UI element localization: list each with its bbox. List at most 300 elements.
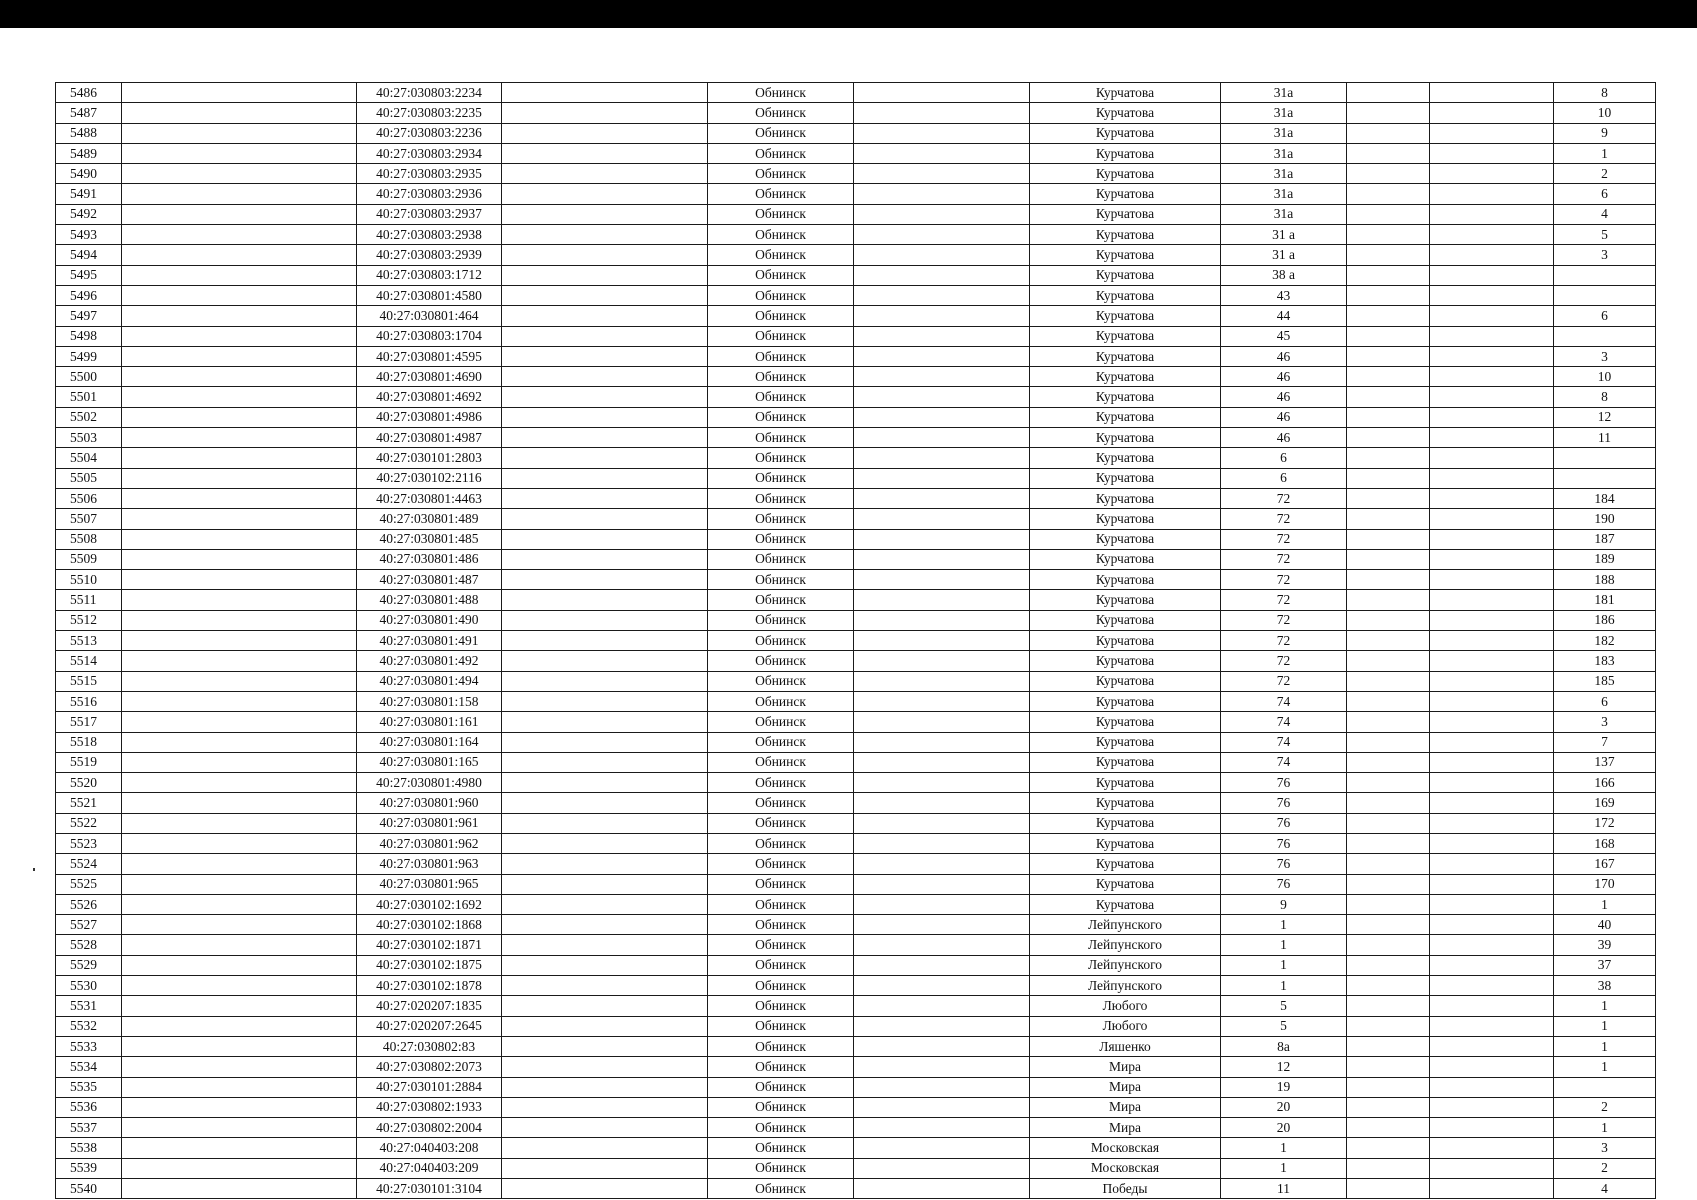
table-row [56, 387, 1656, 407]
cell-apartment-number: 8 [1554, 387, 1656, 407]
cell-street: Курчатова [1030, 773, 1221, 793]
cell-blank-col-5 [1430, 631, 1554, 651]
cell-city: Обнинск [708, 184, 854, 204]
cell-record-number: 5531 [56, 996, 122, 1016]
cell-blank-col-1 [122, 83, 357, 103]
table-row [56, 285, 1656, 305]
cell-street: Мира [1030, 1057, 1221, 1077]
cell-blank-col-5 [1430, 306, 1554, 326]
cell-blank-col-1 [122, 894, 357, 914]
cell-blank-col-3 [854, 529, 1030, 549]
cell-blank-col-2 [502, 813, 708, 833]
cell-blank-col-2 [502, 976, 708, 996]
cell-cadastral-number: 40:27:030803:2234 [357, 83, 502, 103]
cell-record-number: 5507 [56, 509, 122, 529]
cell-blank-col-5 [1430, 935, 1554, 955]
cell-apartment-number: 190 [1554, 509, 1656, 529]
cell-blank-col-4 [1347, 691, 1430, 711]
cell-apartment-number: 10 [1554, 103, 1656, 123]
cell-cadastral-number: 40:27:040403:209 [357, 1158, 502, 1178]
cell-street: Курчатова [1030, 590, 1221, 610]
cell-city: Обнинск [708, 1179, 854, 1199]
cell-blank-col-3 [854, 955, 1030, 975]
cell-cadastral-number: 40:27:030801:487 [357, 570, 502, 590]
cell-city: Обнинск [708, 1057, 854, 1077]
cell-house-number: 5 [1221, 1016, 1347, 1036]
cell-blank-col-1 [122, 488, 357, 508]
cell-apartment-number: 187 [1554, 529, 1656, 549]
cell-city: Обнинск [708, 1158, 854, 1178]
cell-record-number: 5509 [56, 549, 122, 569]
cell-street: Курчатова [1030, 793, 1221, 813]
cell-house-number: 72 [1221, 509, 1347, 529]
cell-cadastral-number: 40:27:030102:1871 [357, 935, 502, 955]
cell-apartment-number: 8 [1554, 83, 1656, 103]
cell-blank-col-1 [122, 915, 357, 935]
cell-blank-col-2 [502, 488, 708, 508]
table-row [56, 1118, 1656, 1138]
cell-blank-col-5 [1430, 1118, 1554, 1138]
cell-blank-col-4 [1347, 225, 1430, 245]
table-row [56, 732, 1656, 752]
table-row [56, 225, 1656, 245]
cell-blank-col-3 [854, 346, 1030, 366]
cell-blank-col-2 [502, 854, 708, 874]
cell-blank-col-4 [1347, 245, 1430, 265]
cell-blank-col-3 [854, 996, 1030, 1016]
table-row [56, 509, 1656, 529]
cell-apartment-number [1554, 265, 1656, 285]
cell-house-number: 31а [1221, 164, 1347, 184]
cell-blank-col-2 [502, 326, 708, 346]
cell-blank-col-5 [1430, 164, 1554, 184]
cell-city: Обнинск [708, 265, 854, 285]
cell-blank-col-5 [1430, 285, 1554, 305]
cell-blank-col-1 [122, 874, 357, 894]
table-row [56, 833, 1656, 853]
cell-record-number: 5501 [56, 387, 122, 407]
cell-record-number: 5489 [56, 143, 122, 163]
cell-blank-col-4 [1347, 833, 1430, 853]
cell-blank-col-1 [122, 285, 357, 305]
cell-city: Обнинск [708, 225, 854, 245]
cell-house-number: 72 [1221, 570, 1347, 590]
cell-house-number: 46 [1221, 428, 1347, 448]
cell-house-number: 74 [1221, 752, 1347, 772]
cell-house-number: 46 [1221, 407, 1347, 427]
cell-apartment-number: 6 [1554, 691, 1656, 711]
cell-apartment-number: 1 [1554, 1036, 1656, 1056]
cell-city: Обнинск [708, 164, 854, 184]
table-row [56, 752, 1656, 772]
cell-blank-col-2 [502, 1016, 708, 1036]
cell-apartment-number: 6 [1554, 184, 1656, 204]
cell-apartment-number: 189 [1554, 549, 1656, 569]
table-row [56, 123, 1656, 143]
cell-blank-col-5 [1430, 549, 1554, 569]
cell-street: Курчатова [1030, 833, 1221, 853]
cell-blank-col-4 [1347, 326, 1430, 346]
cell-city: Обнинск [708, 143, 854, 163]
cell-blank-col-5 [1430, 773, 1554, 793]
cell-apartment-number: 186 [1554, 610, 1656, 630]
cell-blank-col-2 [502, 83, 708, 103]
cell-apartment-number: 137 [1554, 752, 1656, 772]
cell-record-number: 5524 [56, 854, 122, 874]
cell-blank-col-2 [502, 570, 708, 590]
cell-blank-col-5 [1430, 123, 1554, 143]
cell-blank-col-3 [854, 407, 1030, 427]
cell-city: Обнинск [708, 83, 854, 103]
cell-blank-col-2 [502, 732, 708, 752]
cell-apartment-number: 184 [1554, 488, 1656, 508]
cell-blank-col-4 [1347, 955, 1430, 975]
cell-blank-col-2 [502, 346, 708, 366]
cell-blank-col-2 [502, 955, 708, 975]
cell-blank-col-2 [502, 407, 708, 427]
cell-blank-col-1 [122, 428, 357, 448]
cell-city: Обнинск [708, 915, 854, 935]
cell-cadastral-number: 40:27:030801:491 [357, 631, 502, 651]
cell-blank-col-3 [854, 1138, 1030, 1158]
cell-house-number: 46 [1221, 387, 1347, 407]
cell-apartment-number: 38 [1554, 976, 1656, 996]
cell-blank-col-3 [854, 1077, 1030, 1097]
cell-record-number: 5534 [56, 1057, 122, 1077]
cell-city: Обнинск [708, 204, 854, 224]
cell-blank-col-1 [122, 509, 357, 529]
cell-record-number: 5493 [56, 225, 122, 245]
cell-house-number: 9 [1221, 894, 1347, 914]
cell-blank-col-5 [1430, 204, 1554, 224]
cell-blank-col-2 [502, 874, 708, 894]
cell-cadastral-number: 40:27:030801:464 [357, 306, 502, 326]
cell-cadastral-number: 40:27:030801:4980 [357, 773, 502, 793]
cell-blank-col-3 [854, 773, 1030, 793]
cell-city: Обнинск [708, 326, 854, 346]
cell-record-number: 5515 [56, 671, 122, 691]
cell-blank-col-1 [122, 367, 357, 387]
cell-city: Обнинск [708, 793, 854, 813]
cell-house-number: 76 [1221, 773, 1347, 793]
cell-cadastral-number: 40:27:020207:2645 [357, 1016, 502, 1036]
cell-record-number: 5491 [56, 184, 122, 204]
cell-street: Курчатова [1030, 631, 1221, 651]
cell-apartment-number: 6 [1554, 306, 1656, 326]
cell-apartment-number: 3 [1554, 245, 1656, 265]
cell-blank-col-3 [854, 691, 1030, 711]
cell-city: Обнинск [708, 123, 854, 143]
cell-blank-col-4 [1347, 143, 1430, 163]
cell-blank-col-5 [1430, 651, 1554, 671]
cell-house-number: 1 [1221, 955, 1347, 975]
cell-blank-col-1 [122, 570, 357, 590]
table-row [56, 83, 1656, 103]
cell-blank-col-5 [1430, 103, 1554, 123]
cell-record-number: 5508 [56, 529, 122, 549]
cell-blank-col-5 [1430, 610, 1554, 630]
cell-blank-col-4 [1347, 285, 1430, 305]
cell-blank-col-2 [502, 793, 708, 813]
cell-record-number: 5518 [56, 732, 122, 752]
cell-blank-col-5 [1430, 367, 1554, 387]
cell-apartment-number: 10 [1554, 367, 1656, 387]
cell-street: Курчатова [1030, 346, 1221, 366]
cell-blank-col-5 [1430, 955, 1554, 975]
cell-blank-col-2 [502, 915, 708, 935]
cell-blank-col-3 [854, 732, 1030, 752]
cell-record-number: 5488 [56, 123, 122, 143]
cell-apartment-number: 166 [1554, 773, 1656, 793]
cell-blank-col-3 [854, 1118, 1030, 1138]
cell-cadastral-number: 40:27:030102:1692 [357, 894, 502, 914]
cell-city: Обнинск [708, 752, 854, 772]
cell-city: Обнинск [708, 1036, 854, 1056]
cell-blank-col-5 [1430, 833, 1554, 853]
cell-blank-col-3 [854, 1158, 1030, 1178]
cell-house-number: 76 [1221, 793, 1347, 813]
cell-blank-col-2 [502, 428, 708, 448]
cell-apartment-number: 2 [1554, 1097, 1656, 1117]
cell-cadastral-number: 40:27:030801:494 [357, 671, 502, 691]
cell-blank-col-2 [502, 1057, 708, 1077]
cell-apartment-number: 1 [1554, 894, 1656, 914]
cell-blank-col-4 [1347, 610, 1430, 630]
cell-blank-col-4 [1347, 387, 1430, 407]
cell-record-number: 5511 [56, 590, 122, 610]
cell-blank-col-1 [122, 590, 357, 610]
cell-blank-col-1 [122, 346, 357, 366]
cell-blank-col-5 [1430, 752, 1554, 772]
cell-blank-col-2 [502, 1118, 708, 1138]
cell-street: Мира [1030, 1077, 1221, 1097]
cell-house-number: 31а [1221, 184, 1347, 204]
cell-city: Обнинск [708, 509, 854, 529]
cell-blank-col-3 [854, 164, 1030, 184]
cell-blank-col-5 [1430, 793, 1554, 813]
table-row [56, 103, 1656, 123]
cell-record-number: 5521 [56, 793, 122, 813]
cell-house-number: 72 [1221, 631, 1347, 651]
cell-house-number: 72 [1221, 488, 1347, 508]
cell-blank-col-4 [1347, 123, 1430, 143]
cell-house-number: 74 [1221, 712, 1347, 732]
cell-blank-col-4 [1347, 996, 1430, 1016]
cell-blank-col-5 [1430, 1077, 1554, 1097]
cell-blank-col-3 [854, 631, 1030, 651]
cell-blank-col-2 [502, 691, 708, 711]
cell-blank-col-2 [502, 773, 708, 793]
cell-apartment-number: 40 [1554, 915, 1656, 935]
cell-house-number: 31а [1221, 103, 1347, 123]
table-row [56, 164, 1656, 184]
cell-blank-col-4 [1347, 570, 1430, 590]
cell-street: Курчатова [1030, 164, 1221, 184]
cell-blank-col-2 [502, 1179, 708, 1199]
cell-apartment-number: 1 [1554, 1118, 1656, 1138]
cell-record-number: 5519 [56, 752, 122, 772]
cell-blank-col-1 [122, 610, 357, 630]
cell-city: Обнинск [708, 529, 854, 549]
cell-blank-col-3 [854, 712, 1030, 732]
cell-street: Победы [1030, 1179, 1221, 1199]
cell-street: Лейпунского [1030, 935, 1221, 955]
cell-blank-col-1 [122, 1179, 357, 1199]
cell-street: Мира [1030, 1118, 1221, 1138]
table-row [56, 184, 1656, 204]
table-row [56, 428, 1656, 448]
cell-blank-col-3 [854, 976, 1030, 996]
cell-city: Обнинск [708, 1138, 854, 1158]
cell-blank-col-4 [1347, 306, 1430, 326]
cell-house-number: 1 [1221, 915, 1347, 935]
cell-blank-col-1 [122, 1057, 357, 1077]
cell-blank-col-3 [854, 549, 1030, 569]
cell-street: Курчатова [1030, 752, 1221, 772]
cell-blank-col-1 [122, 184, 357, 204]
cell-city: Обнинск [708, 610, 854, 630]
cell-blank-col-3 [854, 184, 1030, 204]
cell-street: Курчатова [1030, 143, 1221, 163]
cell-house-number: 72 [1221, 651, 1347, 671]
cell-blank-col-4 [1347, 732, 1430, 752]
cell-apartment-number: 183 [1554, 651, 1656, 671]
cell-record-number: 5506 [56, 488, 122, 508]
cell-blank-col-1 [122, 996, 357, 1016]
cell-blank-col-3 [854, 488, 1030, 508]
cell-city: Обнинск [708, 833, 854, 853]
cell-house-number: 72 [1221, 549, 1347, 569]
cell-record-number: 5513 [56, 631, 122, 651]
cell-house-number: 31 а [1221, 225, 1347, 245]
cell-record-number: 5520 [56, 773, 122, 793]
cell-house-number: 46 [1221, 346, 1347, 366]
cell-city: Обнинск [708, 691, 854, 711]
cell-blank-col-4 [1347, 935, 1430, 955]
cell-blank-col-5 [1430, 712, 1554, 732]
cell-blank-col-3 [854, 752, 1030, 772]
cell-blank-col-2 [502, 590, 708, 610]
table-row [56, 671, 1656, 691]
cell-blank-col-2 [502, 935, 708, 955]
cell-apartment-number: 3 [1554, 712, 1656, 732]
cell-blank-col-3 [854, 285, 1030, 305]
cell-city: Обнинск [708, 651, 854, 671]
table-row [56, 143, 1656, 163]
cell-record-number: 5504 [56, 448, 122, 468]
cell-street: Курчатова [1030, 691, 1221, 711]
cell-city: Обнинск [708, 306, 854, 326]
cell-blank-col-4 [1347, 407, 1430, 427]
cell-blank-col-3 [854, 509, 1030, 529]
cell-blank-col-5 [1430, 83, 1554, 103]
cell-blank-col-3 [854, 387, 1030, 407]
cell-blank-col-5 [1430, 346, 1554, 366]
cell-record-number: 5530 [56, 976, 122, 996]
cell-street: Московская [1030, 1138, 1221, 1158]
cell-blank-col-1 [122, 976, 357, 996]
cell-blank-col-4 [1347, 509, 1430, 529]
cell-record-number: 5528 [56, 935, 122, 955]
table-row [56, 955, 1656, 975]
cell-cadastral-number: 40:27:030101:3104 [357, 1179, 502, 1199]
cell-blank-col-1 [122, 387, 357, 407]
cell-street: Курчатова [1030, 813, 1221, 833]
cell-blank-col-3 [854, 813, 1030, 833]
cell-house-number: 43 [1221, 285, 1347, 305]
cell-blank-col-4 [1347, 651, 1430, 671]
cell-blank-col-4 [1347, 1179, 1430, 1199]
cell-record-number: 5512 [56, 610, 122, 630]
cell-city: Обнинск [708, 488, 854, 508]
cell-blank-col-3 [854, 1036, 1030, 1056]
cell-blank-col-5 [1430, 996, 1554, 1016]
cell-blank-col-3 [854, 793, 1030, 813]
cell-apartment-number: 185 [1554, 671, 1656, 691]
cell-cadastral-number: 40:27:030801:965 [357, 874, 502, 894]
cell-city: Обнинск [708, 346, 854, 366]
cell-blank-col-4 [1347, 164, 1430, 184]
cell-street: Курчатова [1030, 387, 1221, 407]
cell-record-number: 5533 [56, 1036, 122, 1056]
cell-blank-col-2 [502, 143, 708, 163]
cell-apartment-number [1554, 448, 1656, 468]
cell-blank-col-3 [854, 448, 1030, 468]
cell-cadastral-number: 40:27:030801:963 [357, 854, 502, 874]
cell-blank-col-5 [1430, 813, 1554, 833]
cell-apartment-number [1554, 326, 1656, 346]
cell-record-number: 5526 [56, 894, 122, 914]
cell-street: Курчатова [1030, 610, 1221, 630]
cell-record-number: 5538 [56, 1138, 122, 1158]
table-row [56, 915, 1656, 935]
cell-record-number: 5529 [56, 955, 122, 975]
cell-house-number: 76 [1221, 813, 1347, 833]
cell-blank-col-2 [502, 204, 708, 224]
cell-apartment-number: 7 [1554, 732, 1656, 752]
cell-blank-col-1 [122, 854, 357, 874]
cell-blank-col-1 [122, 265, 357, 285]
cell-house-number: 45 [1221, 326, 1347, 346]
cell-blank-col-2 [502, 894, 708, 914]
cell-street: Курчатова [1030, 245, 1221, 265]
cell-blank-col-5 [1430, 874, 1554, 894]
cell-blank-col-4 [1347, 915, 1430, 935]
cell-city: Обнинск [708, 773, 854, 793]
cell-cadastral-number: 40:27:030803:2236 [357, 123, 502, 143]
cell-city: Обнинск [708, 631, 854, 651]
table-row [56, 874, 1656, 894]
cell-blank-col-3 [854, 570, 1030, 590]
cell-blank-col-3 [854, 854, 1030, 874]
cell-blank-col-3 [854, 874, 1030, 894]
cell-house-number: 74 [1221, 732, 1347, 752]
table-row [56, 712, 1656, 732]
cell-blank-col-4 [1347, 773, 1430, 793]
cell-blank-col-5 [1430, 407, 1554, 427]
cell-apartment-number: 167 [1554, 854, 1656, 874]
cell-blank-col-4 [1347, 346, 1430, 366]
cell-blank-col-3 [854, 1097, 1030, 1117]
cell-cadastral-number: 40:27:030803:2938 [357, 225, 502, 245]
cell-blank-col-1 [122, 204, 357, 224]
cell-house-number: 1 [1221, 1138, 1347, 1158]
cell-blank-col-1 [122, 813, 357, 833]
cell-blank-col-3 [854, 306, 1030, 326]
cell-blank-col-3 [854, 1016, 1030, 1036]
cell-cadastral-number: 40:27:030801:4986 [357, 407, 502, 427]
cell-blank-col-2 [502, 448, 708, 468]
